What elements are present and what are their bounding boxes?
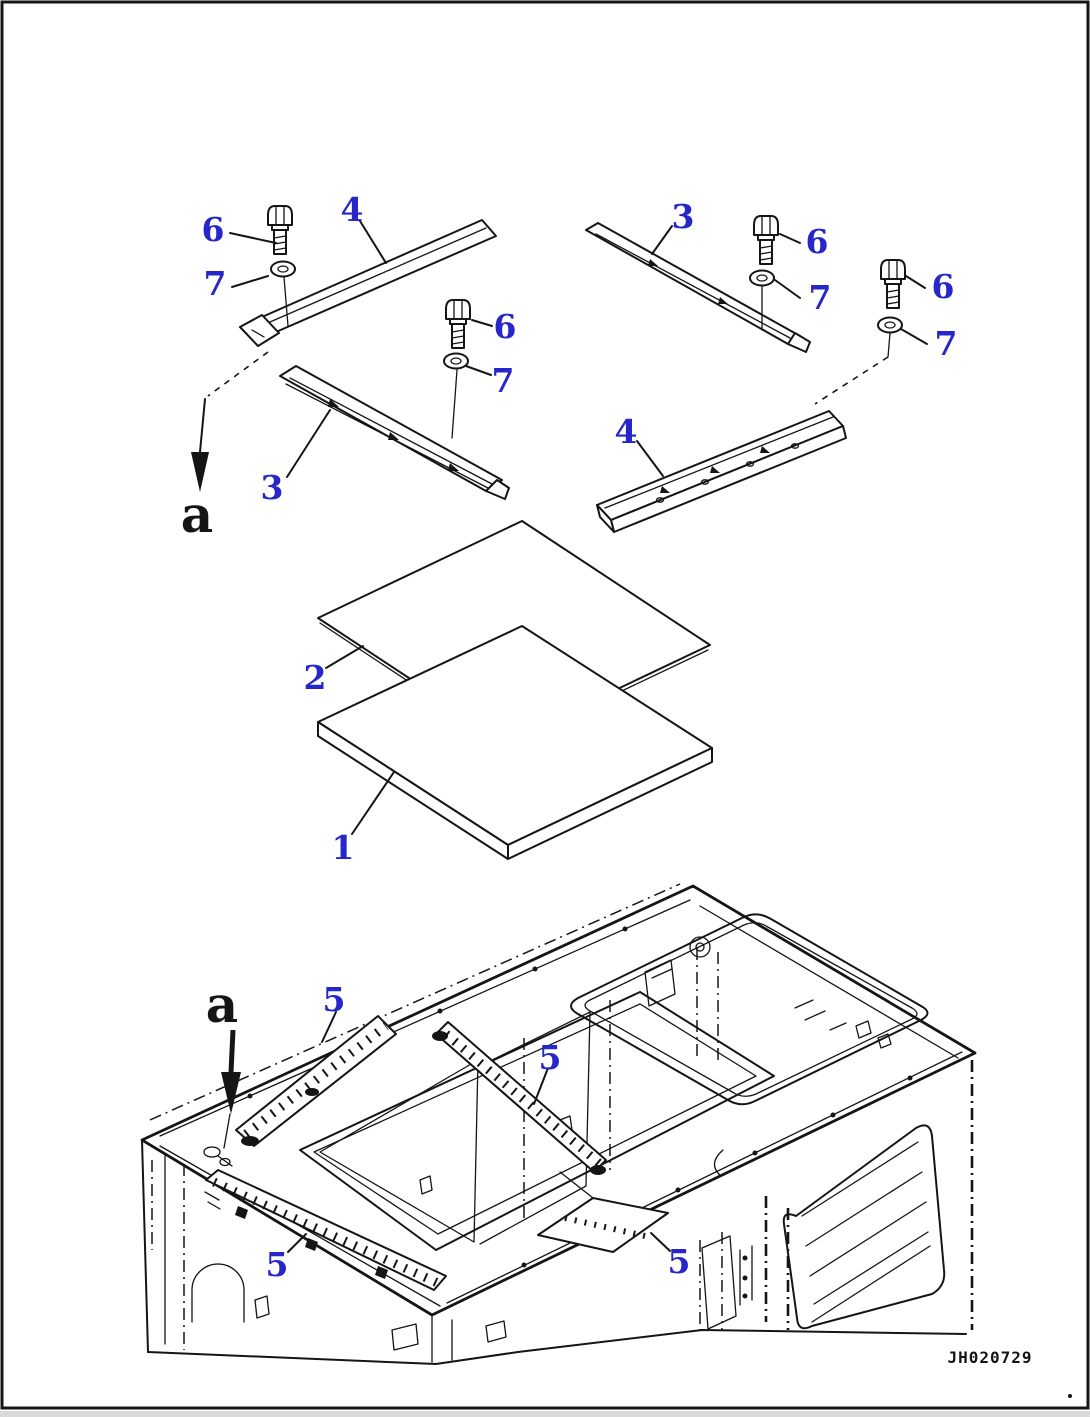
seal-strip-upper-mid [432,1022,606,1175]
bolt-icon [881,260,905,308]
callout-seal: 5 [265,1245,289,1284]
callout-seal: 5 [538,1038,562,1077]
callout-plate-bottom: 1 [331,828,355,867]
page-dot [1068,1394,1072,1398]
seal-strip-upper-left [236,1016,396,1146]
callout-seal: 5 [322,980,346,1019]
callout-rail-b: 4 [614,412,638,451]
callout-bolt: 6 [931,267,955,306]
bolt-icon [268,206,292,254]
callout-rail-a: 3 [671,197,695,236]
machine-front-corner [432,1315,452,1362]
washer-icon [878,318,902,333]
washer-icon [271,262,295,277]
callout-plate-top: 2 [303,658,327,697]
deck-corner-fitting [204,1147,232,1166]
washer-icon [750,271,774,286]
callout-bolt: 6 [493,307,517,346]
drawing-number: JH020729 [947,1348,1033,1367]
callout-washer: 7 [203,264,227,303]
callout-washer: 7 [808,278,832,317]
rail-3-left [280,366,509,499]
callout-bolt: 6 [201,210,225,249]
view-letter-a-bottom: a [205,975,239,1034]
washer-icon [444,354,468,369]
callout-washer: 7 [934,324,958,363]
front-panel-detail [392,1324,418,1350]
callout-washer: 7 [491,361,515,400]
front-panel-detail-2 [486,1321,506,1342]
view-letter-a-top: a [180,485,214,544]
callout-rail-a: 3 [260,468,284,507]
rail-3-right [586,223,810,352]
machine-bottom-edge [148,1330,966,1364]
callout-rail-b: 4 [340,190,364,229]
bottom-edge-strip [0,1411,1090,1417]
machine-right-face [700,1060,972,1330]
seal-strip-flat [538,1172,668,1252]
view-arrow-a-top [191,399,209,492]
deck-right-opening [571,914,928,1104]
bolt-icon [754,216,778,264]
callout-bolt: 6 [805,222,829,261]
callout-seal: 5 [667,1242,691,1281]
bolt-icon [446,300,470,348]
